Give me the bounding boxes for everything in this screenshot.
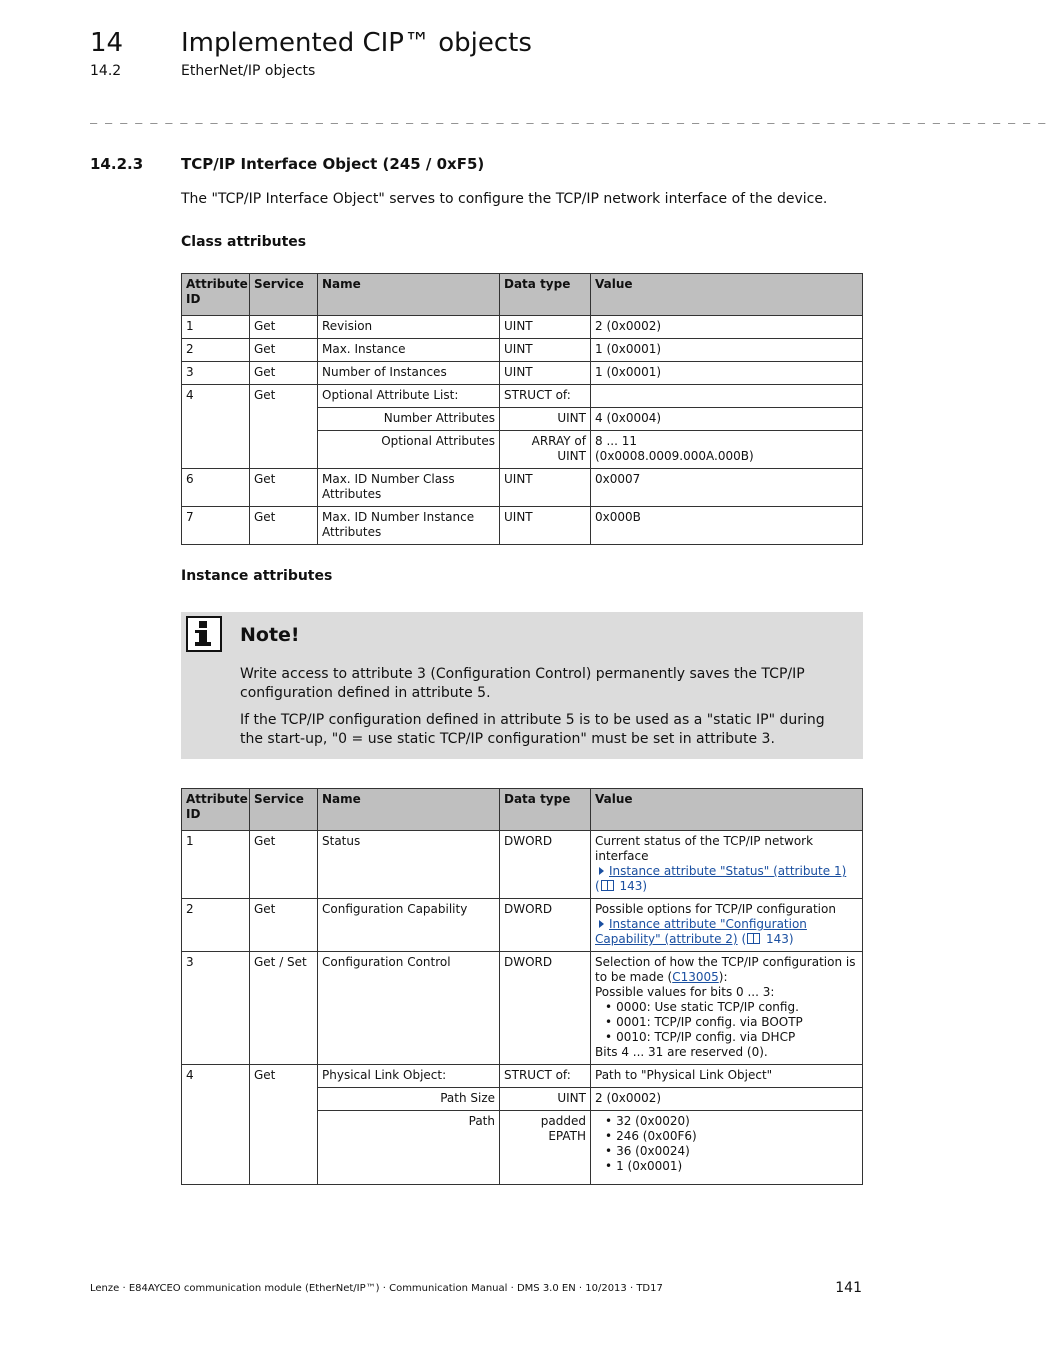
cell-value: 2 (0x0002) <box>591 1088 863 1111</box>
header-name: Name <box>318 274 500 316</box>
cell-name: Physical Link Object: <box>318 1065 500 1088</box>
cell-data-type: UINT <box>500 316 591 339</box>
page-reference[interactable]: 143 <box>765 932 789 946</box>
table-row <box>182 952 863 1065</box>
value-description: Possible options for TCP/IP configuration <box>595 902 836 916</box>
section-number: 14.2.3 <box>90 155 144 173</box>
table-header-row <box>182 274 863 316</box>
cell-name: Optional Attribute List: <box>318 385 500 408</box>
value-description: Current status of the TCP/IP network interface <box>595 834 814 863</box>
cell-attribute-id: 1 <box>182 831 250 899</box>
cell-service: Get <box>250 899 318 952</box>
cell-data-type: UINT <box>500 339 591 362</box>
cell-attribute-id: 7 <box>182 507 250 545</box>
header-service: Service <box>250 789 318 831</box>
cell-value <box>591 1111 863 1185</box>
cell-attribute-id: 2 <box>182 339 250 362</box>
note-paragraph-1: Write access to attribute 3 (Configuration Control) permanently saves the TCP/IP configuration defined in attribute 5. <box>240 666 805 701</box>
cell-attribute-id: 4 <box>182 1065 250 1185</box>
cell-attribute-id: 2 <box>182 899 250 952</box>
header-attribute-id: Attribute ID <box>182 789 250 831</box>
cell-name: Number of Instances <box>318 362 500 385</box>
cell-value <box>591 831 863 899</box>
cell-data-type: UINT <box>500 408 591 431</box>
info-icon <box>186 616 222 652</box>
note-paragraph-2: If the TCP/IP configuration defined in attribute 5 is to be used as a "static IP" during the start-up, "0 = use static TCP/IP configuration" must be set in attribute 3. <box>240 712 825 747</box>
cell-name: Revision <box>318 316 500 339</box>
cell-value: 1 (0x0001) <box>591 339 863 362</box>
cell-service: Get / Set <box>250 952 318 1065</box>
table-row <box>182 469 863 507</box>
table-header-row <box>182 789 863 831</box>
arrow-right-icon <box>599 920 604 928</box>
cell-data-type: UINT <box>500 362 591 385</box>
cell-value: 4 (0x0004) <box>591 408 863 431</box>
table-row <box>182 831 863 899</box>
value-description: Selection of how the TCP/IP configuration is to be made (C13005): <box>595 955 856 984</box>
cell-data-type: UINT <box>500 469 591 507</box>
bullet-list <box>595 1114 858 1174</box>
list-item: • 0001: TCP/IP config. via BOOTP <box>605 1015 858 1030</box>
cell-service: Get <box>250 469 318 507</box>
list-item: • 1 (0x0001) <box>605 1159 858 1174</box>
cell-name: Optional Attributes <box>318 431 500 469</box>
paren-close: ) <box>788 932 794 946</box>
c13005-link[interactable]: C13005 <box>672 970 719 984</box>
header-data-type: Data type <box>500 789 591 831</box>
table-row <box>182 339 863 362</box>
cell-service: Get <box>250 339 318 362</box>
table-row <box>182 899 863 952</box>
header-name: Name <box>318 789 500 831</box>
chapter-title: Implemented CIP™ objects <box>181 28 532 58</box>
paren-close: ) <box>642 879 648 893</box>
table-row <box>182 362 863 385</box>
cell-name: Max. ID Number Instance Attributes <box>318 507 500 545</box>
list-item: • 36 (0x0024) <box>605 1144 858 1159</box>
cell-name: Number Attributes <box>318 408 500 431</box>
instance-attributes-heading: Instance attributes <box>181 568 333 584</box>
cell-attribute-id: 1 <box>182 316 250 339</box>
table-row <box>182 1065 863 1088</box>
data-type-text: padded EPATH <box>540 1114 586 1143</box>
cell-attribute-id: 6 <box>182 469 250 507</box>
list-item: • 0000: Use static TCP/IP config. <box>605 1000 858 1015</box>
cell-value <box>591 952 863 1065</box>
book-icon <box>601 880 614 891</box>
list-item: • 32 (0x0020) <box>605 1114 858 1129</box>
cross-reference <box>595 864 858 894</box>
page-reference[interactable]: 143 <box>619 879 643 893</box>
table-row <box>182 507 863 545</box>
cross-reference <box>595 917 858 947</box>
configuration-capability-link[interactable]: Instance attribute "Configuration Capability" (attribute 2) <box>595 917 807 946</box>
chapter-number: 14 <box>90 28 124 58</box>
bullet-list <box>595 1000 858 1045</box>
status-attribute-link[interactable]: Instance attribute "Status" (attribute 1) <box>609 864 847 878</box>
list-item: • 246 (0x00F6) <box>605 1129 858 1144</box>
cell-service: Get <box>250 316 318 339</box>
paren-open: ( <box>737 932 747 946</box>
cell-name: Path <box>318 1111 500 1185</box>
cell-attribute-id: 3 <box>182 362 250 385</box>
list-item: • 0010: TCP/IP config. via DHCP <box>605 1030 858 1045</box>
cell-value: 0x0007 <box>591 469 863 507</box>
cell-attribute-id: 4 <box>182 385 250 469</box>
arrow-right-icon <box>599 867 604 875</box>
cell-name: Path Size <box>318 1088 500 1111</box>
note-title: Note! <box>240 624 300 646</box>
cell-name: Max. ID Number Class Attributes <box>318 469 500 507</box>
header-separator: _ _ _ _ _ _ _ _ _ _ _ _ _ _ _ _ _ _ _ _ _ _ _ _ _ _ _ _ _ _ _ _ _ _ _ _ _ _ _ _ _ _ _ _ _ _ _ _ _ _ _ _ _ _ _ _ _ _ _ _ _ _ _ _ <box>90 110 1046 124</box>
cell-data-type <box>500 1111 591 1185</box>
value-range: 8 ... 11 <box>595 434 637 448</box>
cell-data-type: DWORD <box>500 831 591 899</box>
cell-value <box>591 431 863 469</box>
section-title: TCP/IP Interface Object (245 / 0xF5) <box>181 155 485 173</box>
cell-value: 0x000B <box>591 507 863 545</box>
cell-name: Configuration Capability <box>318 899 500 952</box>
cell-name: Max. Instance <box>318 339 500 362</box>
cell-value <box>591 385 863 408</box>
cell-value <box>591 899 863 952</box>
cell-service: Get <box>250 1065 318 1185</box>
cell-attribute-id: 3 <box>182 952 250 1065</box>
subchapter-title: EtherNet/IP objects <box>181 63 316 79</box>
table-row <box>182 385 863 408</box>
page-number: 141 <box>835 1280 862 1296</box>
cell-name: Status <box>318 831 500 899</box>
reserved-bits-note: Bits 4 ... 31 are reserved (0). <box>595 1045 768 1059</box>
class-attributes-heading: Class attributes <box>181 234 307 250</box>
cell-value: 1 (0x0001) <box>591 362 863 385</box>
cell-data-type: STRUCT of: <box>500 1065 591 1088</box>
section-intro: The "TCP/IP Interface Object" serves to configure the TCP/IP network interface of the device. <box>181 191 828 207</box>
cell-value: 2 (0x0002) <box>591 316 863 339</box>
cell-data-type: STRUCT of: <box>500 385 591 408</box>
cell-service: Get <box>250 831 318 899</box>
cell-service: Get <box>250 507 318 545</box>
table-row <box>182 316 863 339</box>
header-data-type: Data type <box>500 274 591 316</box>
possible-values-label: Possible values for bits 0 ... 3: <box>595 985 775 999</box>
book-icon <box>747 933 760 944</box>
header-service: Service <box>250 274 318 316</box>
header-value: Value <box>591 274 863 316</box>
cell-data-type: UINT <box>500 1088 591 1111</box>
cell-data-type: ARRAY of UINT <box>500 431 591 469</box>
class-attributes-table <box>181 273 863 545</box>
instance-attributes-table <box>181 788 863 1185</box>
cell-data-type: DWORD <box>500 899 591 952</box>
cell-name: Configuration Control <box>318 952 500 1065</box>
cell-service: Get <box>250 385 318 469</box>
subchapter-number: 14.2 <box>90 63 122 79</box>
cell-service: Get <box>250 362 318 385</box>
header-value: Value <box>591 789 863 831</box>
footer-text: Lenze · E84AYCEO communication module (EtherNet/IP™) · Communication Manual · DMS 3.0 EN · 10/2013 · TD17 <box>90 1283 663 1294</box>
paren-open: ( <box>595 879 600 893</box>
value-hex: (0x0008.0009.000A.000B) <box>595 449 754 463</box>
cell-data-type: DWORD <box>500 952 591 1065</box>
cell-data-type: UINT <box>500 507 591 545</box>
header-attribute-id: Attribute ID <box>182 274 250 316</box>
cell-value: Path to "Physical Link Object" <box>591 1065 863 1088</box>
